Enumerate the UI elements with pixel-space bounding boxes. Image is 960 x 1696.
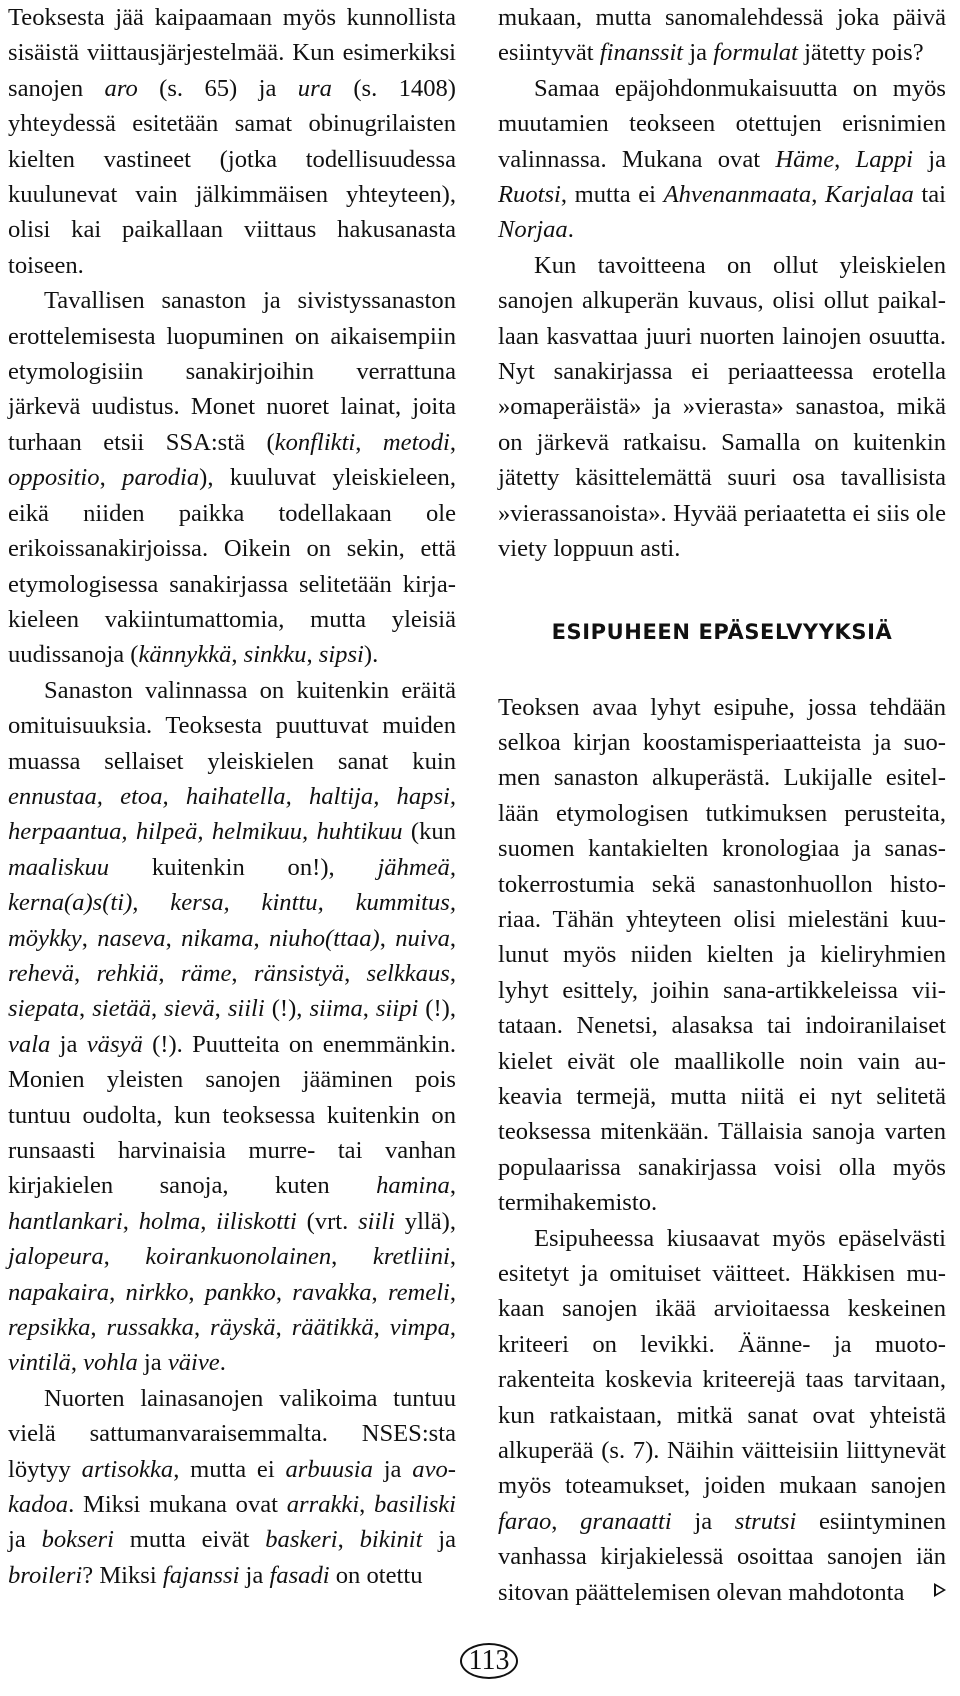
paragraph: Teoksen avaa lyhyt esipuhe, jossa tehdään selkoa kirjan koostamisperiaatteista ja suomen sanaston alkuperästä. Lukijalle esitellään etymologisen tutkimuksen perusteita, suomen kantakielten kronologiaa ja sanastokerrostumia sekä sanastonhuollon historiaa. Tähän yhteyteen olisi mielestäni kuulunut myös niiden kielten ja kieliryhmien lyhyt esittely, joihin sana-artikkeleissa viitataan. Nenetsi, alasaksa tai indoiranilaiset kielet eivät ole maallikolle noin vain aukeavia termejä, mutta niitä ei nyt selitetä teoksessa mitenkään. Tällaisia sanoja varten populaarissa sanakirjassa voisi olla myös termihakemisto. [498, 693, 946, 1217]
paragraph: Kun tavoitteena on ollut yleiskielen sanojen alkuperän kuvaus, olisi ollut paikallaan kasvattaa juuri nuorten lainojen osuutta. Nyt sanakirjassa ei periaatteessa erotella »omaperäistä» ja »vierasta» sanastoa, mikä on järkevä ratkaisu. Samalla on kuitenkin jätetty käsittelemättä suuri osa tavallisista »vierassanoista». Hyvää periaatetta ei siis ole viety loppuun asti. [498, 251, 946, 563]
paragraph: Esipuheessa kiusaavat myös epäselvästi esitetyt ja omituiset väitteet. Häkkisen mukaan sanojen ikää arvioitaessa keskeinen kriteeri on levikki. Äänne- ja muotorakenteita koskevia kriteerejä taas tarvitaan, kun ratkaistaan, mitkä sanat ovat yhteistä alkuperää (s. 7). Näihin väitteisiin liittynevät myös toteamukset, joiden mukaan sanojen farao, granaatti ja strutsi esiintyminen vanhassa kirjakielessä osoittaa sanojen iän sitovan päättelemisen olevan mahdotonta [498, 1224, 947, 1606]
continue-arrow-icon [934, 1583, 946, 1597]
paragraph: mukaan, mutta sanomalehdessä joka päivä esiintyvät finanssit ja formulat jätetty pois? [498, 4, 946, 67]
left-column [8, 0, 456, 1593]
paragraph: Teoksesta jää kaipaamaan myös kunnollista sisäistä viittausjärjestelmää. Kun esimerkiksi sanojen aro (s. 65) ja ura (s. 1408) yhteydessä esitetään samat obinugrilaisten kielten vastineet (jotka todellisuudessa kuulunevat vain jälkimmäisen yhteyteen), olisi kai paikallaan viittaus hakusanasta toiseen. [8, 4, 456, 279]
paragraph: Samaa epäjohdonmukaisuutta on myös muutamien teokseen otettujen erisnimien valinnassa. Mukana ovat Häme, Lappi ja Ruotsi, mutta ei Ahvenanmaata, Karjalaa tai Norjaa. [498, 74, 947, 244]
section-heading: ESIPUHEEN EPÄSELVYYKSIÄ [551, 619, 893, 644]
page-number: 113 [460, 1643, 518, 1679]
paragraph: Tavallisen sanaston ja sivistyssanaston erottelemisesta luopuminen on aikaisempiin etymologisiin sanakirjoihin verrattuna järkevä uudistus. Monet nuoret lainat, joita turhaan etsii SSA:stä (konflikti, metodi, oppositio, parodia), kuuluvat yleiskieleen, eikä niiden paikka todellakaan ole erikoissanakirjoissa. Oikein on sekin, että etymologisessa sanakirjassa selitetään kirjakieleen vakiintumattomia, mutta yleisiä uudissanoja (kännykkä, sinkku, sipsi). [8, 287, 456, 669]
paragraph: Nuorten lainasanojen valikoima tuntuu vielä sattumanvaraisemmalta. NSES:sta löytyy artisokka, mutta ei arbuusia ja avokadoa. Miksi mukana ovat arrakki, basiliski ja bokseri mutta eivät baskeri, bikinit ja broileri? Miksi fajanssi ja fasadi on otettu [8, 1384, 457, 1589]
right-column [498, 0, 946, 1610]
paragraph: Sanaston valinnassa on kuitenkin eräitä omituisuuksia. Teoksesta puuttuvat muiden muassa sellaiset yleiskielen sanat kuin ennustaa, etoa, haihatella, haltija, hapsi, herpaantua, hilpeä, helmikuu, huhtikuu (kun maaliskuu kuitenkin on!), jähmeä, kerna(a)s(ti), kersa, kinttu, kummitus, möykky, naseva, nikama, niuho(ttaa), nuiva, rehevä, rehkiä, räme, ränsistyä, selkkaus, siepata, sietää, sievä, siili (!), siima, siipi (!), vala ja väsyä (!). Puutteita on enemmänkin. Monien yleisten sanojen jääminen pois tuntuu oudolta, kun teoksessa kuitenkin on runsaasti harvinaisia murre- tai vanhan kirjakielen sanoja, kuten hamina, hantlankari, holma, iiliskotti (vrt. siili yllä), jalopeura, koirankuonolainen, kretliini, napakaira, nirkko, pankko, ravakka, remeli, repsikka, russakka, räyskä, räätikkä, vimpa, vintilä, vohla ja väive. [8, 676, 457, 1377]
